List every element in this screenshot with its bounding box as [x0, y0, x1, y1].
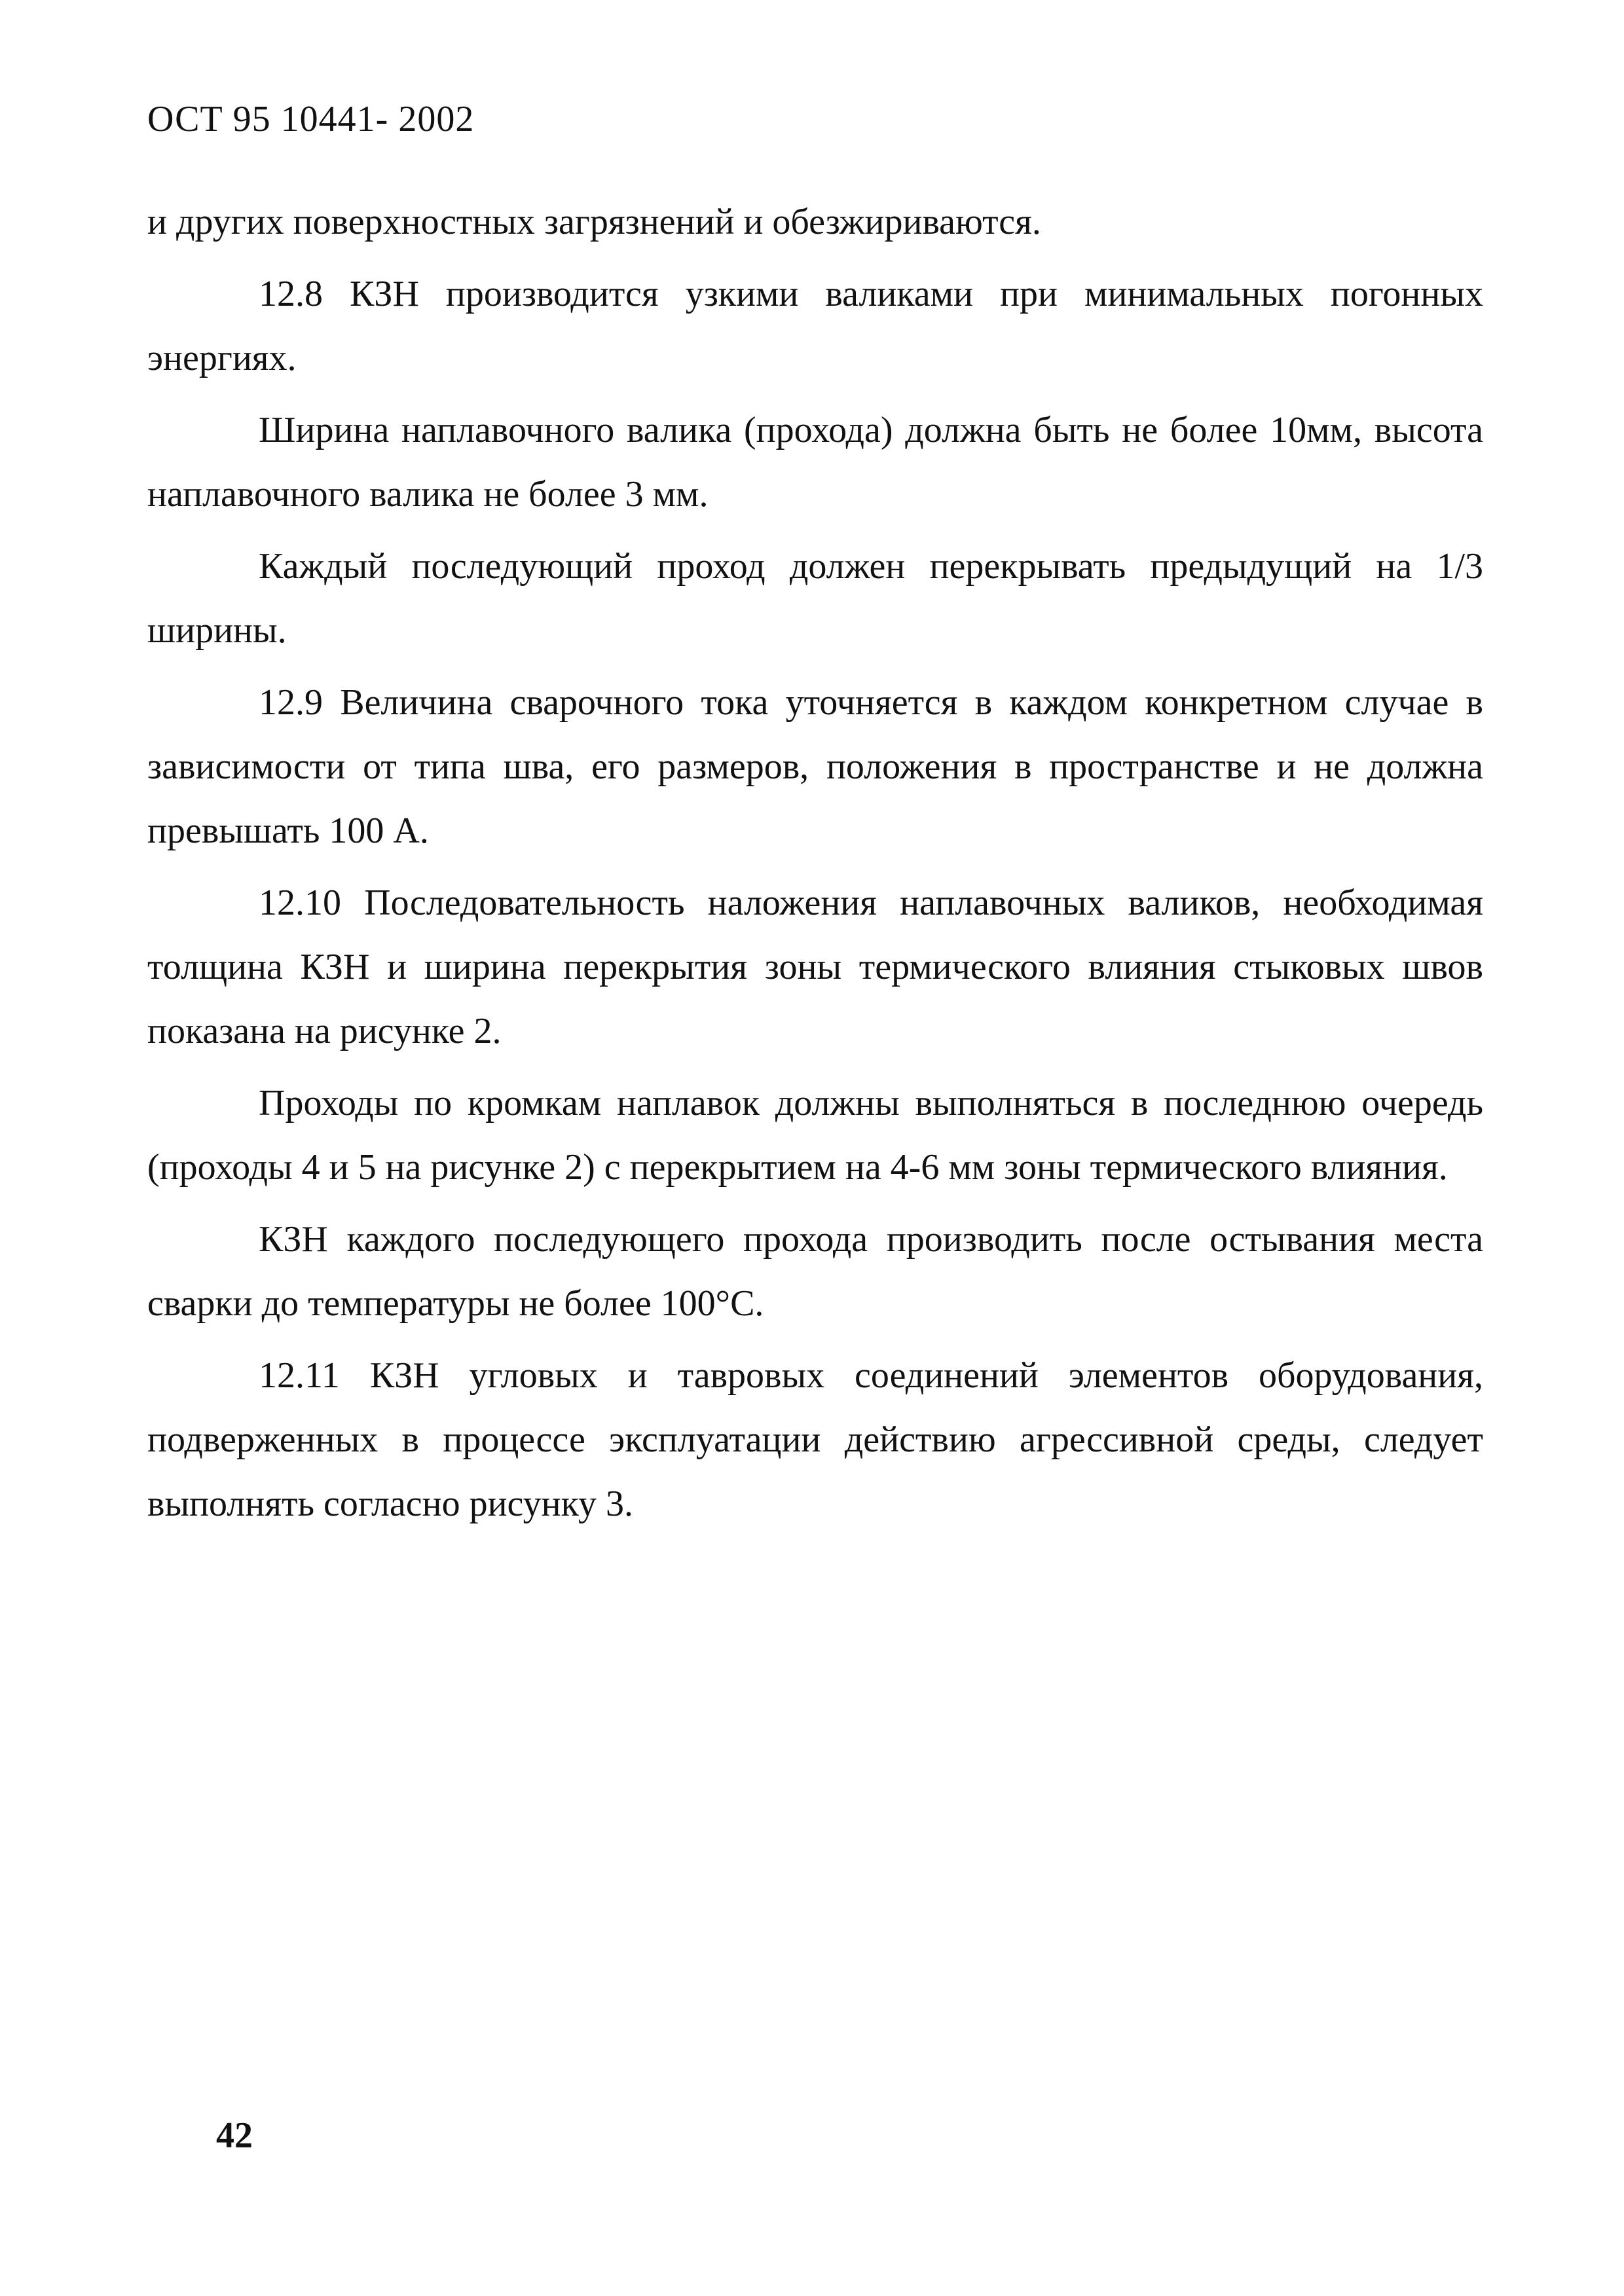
paragraph-12-10: 12.10 Последовательность наложения наплавочных валиков, необходимая толщина КЗН и ширина перекрытия зоны термического влияния стыковых швов показана на рисунке 2.: [147, 883, 1483, 1051]
document-body: [147, 190, 1483, 1544]
paragraph-12-11: 12.11 КЗН угловых и тавровых соединений элементов оборудования, подверженных в процессе эксплуатации действию агрессивной среды, следует выполнять согласно рисунку 3.: [147, 1355, 1483, 1524]
standard-code-header: ОСТ 95 10441- 2002: [147, 99, 475, 139]
paragraph-cooling: КЗН каждого последующего прохода производить после остывания места сварки до температуры не более 100°C.: [147, 1219, 1483, 1324]
paragraph-bead-width: Ширина наплавочного валика (прохода) должна быть не более 10мм, высота наплавочного валика не более 3 мм.: [147, 410, 1483, 515]
paragraph-continuation: и других поверхностных загрязнений и обезжириваются.: [147, 202, 1041, 242]
paragraph-edge-passes: Проходы по кромкам наплавок должны выполняться в последнюю очередь (проходы 4 и 5 на рисунке 2) с перекрытием на 4-6 мм зоны термического влияния.: [147, 1083, 1483, 1188]
page-number: 42: [216, 2115, 253, 2156]
paragraph-12-8: 12.8 КЗН производится узкими валиками при минимальных погонных энергиях.: [147, 274, 1483, 378]
paragraph-overlap: Каждый последующий проход должен перекрывать предыдущий на 1/3 ширины.: [147, 546, 1483, 651]
paragraph-12-9: 12.9 Величина сварочного тока уточняется в каждом конкретном случае в зависимости от типа шва, его размеров, положения в пространстве и не должна превышать 100 А.: [147, 682, 1483, 851]
